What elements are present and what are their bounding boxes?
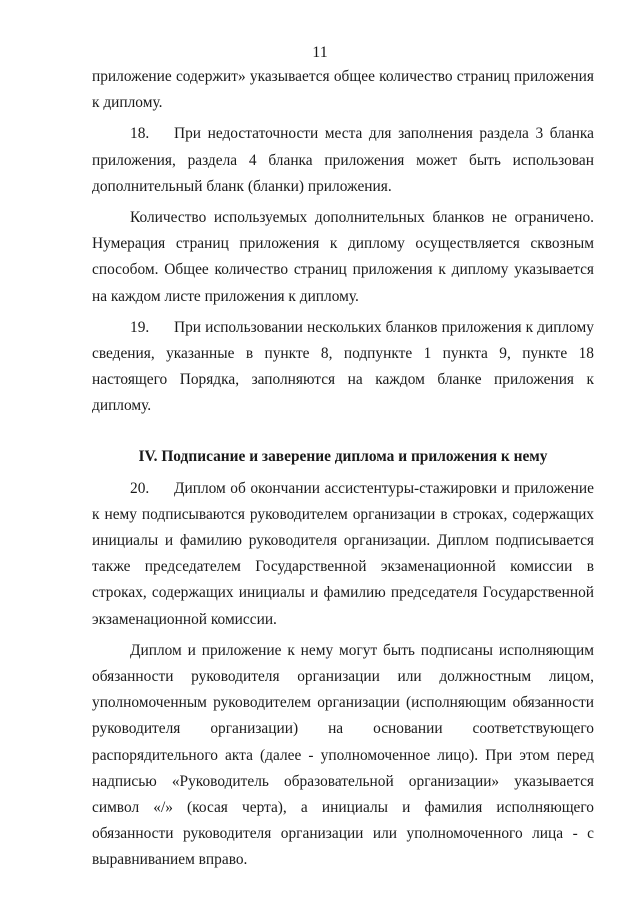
paragraphs-before-heading [92,64,594,420]
numbered-paragraph [92,476,594,633]
page-number: 11 [312,44,328,61]
paragraph-number: 20. [130,479,150,497]
document-body [92,64,594,874]
paragraphs-after-heading [92,476,594,874]
paragraph-number: 18. [130,125,150,143]
paragraph-text: При использовании нескольких бланков приложения к диплому сведения, указанные в пункте 8, подпункте 1 пункта 9, пункте 18 настоящего Порядка, заполняются на каждом бланке приложения к диплому. [92,318,594,415]
paragraph [92,64,594,116]
numbered-paragraph [92,315,594,420]
paragraph-text: При недостаточности места для заполнения раздела 3 бланка приложения, раздела 4 бланка приложения может быть использован дополнительный бланк (бланки) приложения. [92,125,594,195]
section-heading: IV. Подписание и заверение диплома и приложения к нему [138,447,548,465]
paragraph-text: Диплом об окончании ассистентуры-стажировки и приложение к нему подписываются руководителем организации в строках, содержащих инициалы и фамилию руководителя организации. Диплом подписывается также председателем Государственной экзаменационной комиссии в строках, содержащих инициалы и фамилию председателя Государственной экзаменационной комиссии. [92,479,594,628]
paragraph-text: Количество используемых дополнительных бланков не ограничено. Нумерация страниц приложения к диплому осуществляется сквозным способом. Общее количество страниц приложения к диплому указывается на каждом листе приложения к диплому. [92,209,594,305]
paragraph [92,205,594,310]
paragraph-number: 19. [130,318,150,336]
paragraph [92,638,594,874]
numbered-paragraph [92,121,594,200]
paragraph-text: Диплом и приложение к нему могут быть подписаны исполняющим обязанности руководителя организации или должностным лицом, уполномоченным руководителем организации (исполняющим обязанности руководителя организации) на основании соответствующего распорядительного акта (далее - уполномоченное лицо). При этом перед надписью «Руководитель образовательной организации» указывается символ «/» (косая черта), а инициалы и фамилия исполняющего обязанности руководителя организации или уполномоченного лица - с выравниванием вправо. [92,641,594,869]
paragraph-text: приложение содержит» указывается общее количество страниц приложения к диплому. [92,68,594,112]
